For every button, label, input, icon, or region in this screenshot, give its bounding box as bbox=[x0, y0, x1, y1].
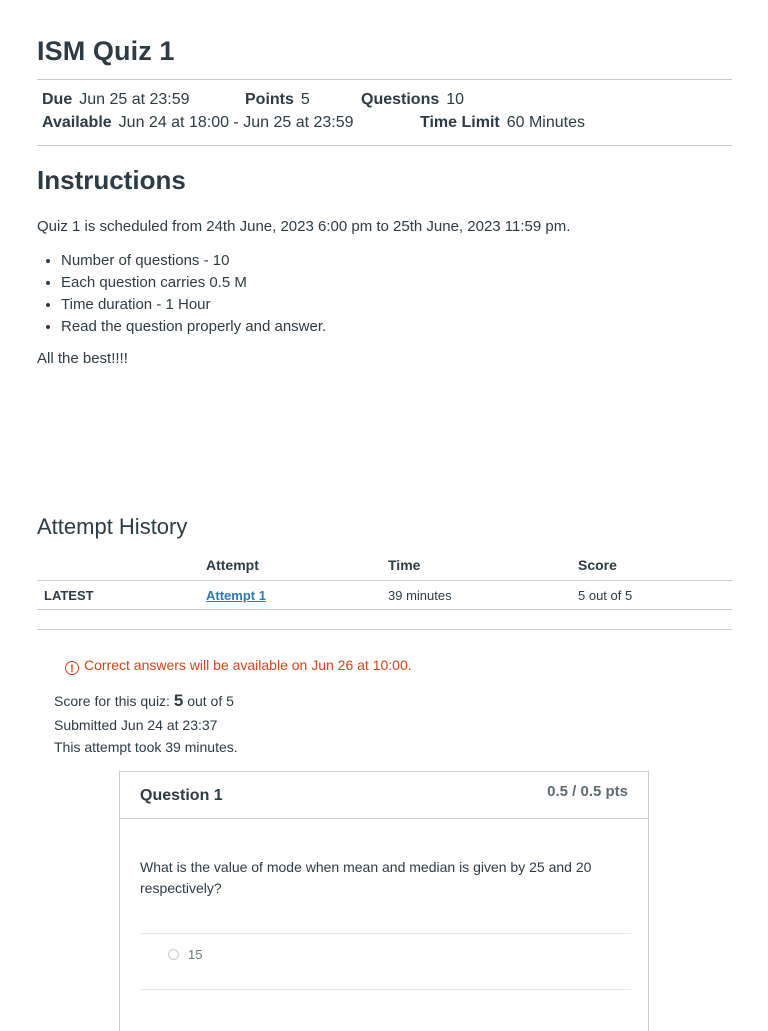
time-limit-label: Time Limit bbox=[420, 114, 500, 131]
question-text: What is the value of mode when mean and median is given by 25 and 20 respectively? bbox=[140, 859, 592, 896]
points-value: 5 bbox=[300, 91, 310, 108]
due-label: Due bbox=[42, 91, 73, 108]
attempt-history-heading: Attempt History bbox=[37, 514, 188, 539]
table-header-row bbox=[37, 552, 732, 581]
list-item: • Time duration - 1 Hour bbox=[61, 294, 326, 316]
time-limit-meta bbox=[420, 114, 585, 132]
questions-label: Questions bbox=[361, 91, 440, 108]
score-label: Score for this quiz: bbox=[54, 693, 170, 709]
attempt-1-link[interactable]: Attempt 1 bbox=[206, 587, 266, 603]
divider bbox=[37, 629, 732, 630]
question-title: Question 1 bbox=[140, 787, 223, 804]
question-points: 0.5 / 0.5 pts bbox=[547, 783, 628, 800]
column-header-score: Score bbox=[571, 552, 732, 581]
answer-divider bbox=[140, 933, 631, 934]
column-header-attempt: Attempt bbox=[199, 552, 381, 581]
available-label: Available bbox=[42, 114, 112, 131]
due-meta bbox=[42, 91, 190, 109]
score-cell: 5 out of 5 bbox=[571, 581, 732, 610]
column-header-blank bbox=[37, 552, 199, 581]
alert-circle-icon: ! bbox=[65, 661, 79, 675]
page-title: ISM Quiz 1 bbox=[37, 36, 175, 66]
due-value: Jun 25 at 23:59 bbox=[79, 91, 190, 108]
latest-label: LATEST bbox=[37, 581, 199, 610]
list-item: • Read the question properly and answer. bbox=[61, 316, 326, 338]
duration-line: This attempt took 39 minutes. bbox=[54, 739, 238, 755]
radio-button[interactable] bbox=[168, 949, 179, 960]
list-item: • Each question carries 0.5 M bbox=[61, 272, 326, 294]
answer-divider bbox=[140, 989, 631, 990]
notice-text: Correct answers will be available on Jun 26 at 10:00. bbox=[84, 657, 412, 673]
questions-meta bbox=[361, 91, 464, 109]
available-meta bbox=[42, 114, 354, 132]
question-header bbox=[120, 772, 648, 819]
answer-label: 15 bbox=[188, 947, 203, 962]
quiz-score-line bbox=[54, 691, 234, 711]
divider bbox=[37, 145, 732, 146]
points-label: Points bbox=[245, 91, 294, 108]
attempt-cell bbox=[199, 581, 381, 610]
table-row bbox=[37, 581, 732, 610]
instructions-heading: Instructions bbox=[37, 165, 186, 195]
instructions-closing: All the best!!!! bbox=[37, 350, 128, 367]
score-value: 5 bbox=[173, 691, 184, 710]
time-cell: 39 minutes bbox=[381, 581, 571, 610]
answer-option bbox=[168, 947, 202, 962]
instructions-intro: Quiz 1 is scheduled from 24th June, 2023 6:00 pm to 25th June, 2023 11:59 pm. bbox=[37, 218, 571, 235]
instructions-list bbox=[37, 250, 326, 338]
divider bbox=[37, 79, 732, 80]
column-header-time: Time bbox=[381, 552, 571, 581]
time-limit-value: 60 Minutes bbox=[506, 114, 585, 131]
question-card bbox=[119, 771, 649, 1031]
available-value: Jun 24 at 18:00 - Jun 25 at 23:59 bbox=[118, 114, 354, 131]
points-meta bbox=[245, 91, 310, 109]
submitted-line: Submitted Jun 24 at 23:37 bbox=[54, 717, 218, 733]
score-suffix: out of 5 bbox=[187, 693, 234, 709]
questions-value: 10 bbox=[446, 91, 465, 108]
attempt-history-table bbox=[37, 552, 732, 610]
list-item: • Number of questions - 10 bbox=[61, 250, 326, 272]
correct-answers-notice bbox=[65, 657, 412, 675]
